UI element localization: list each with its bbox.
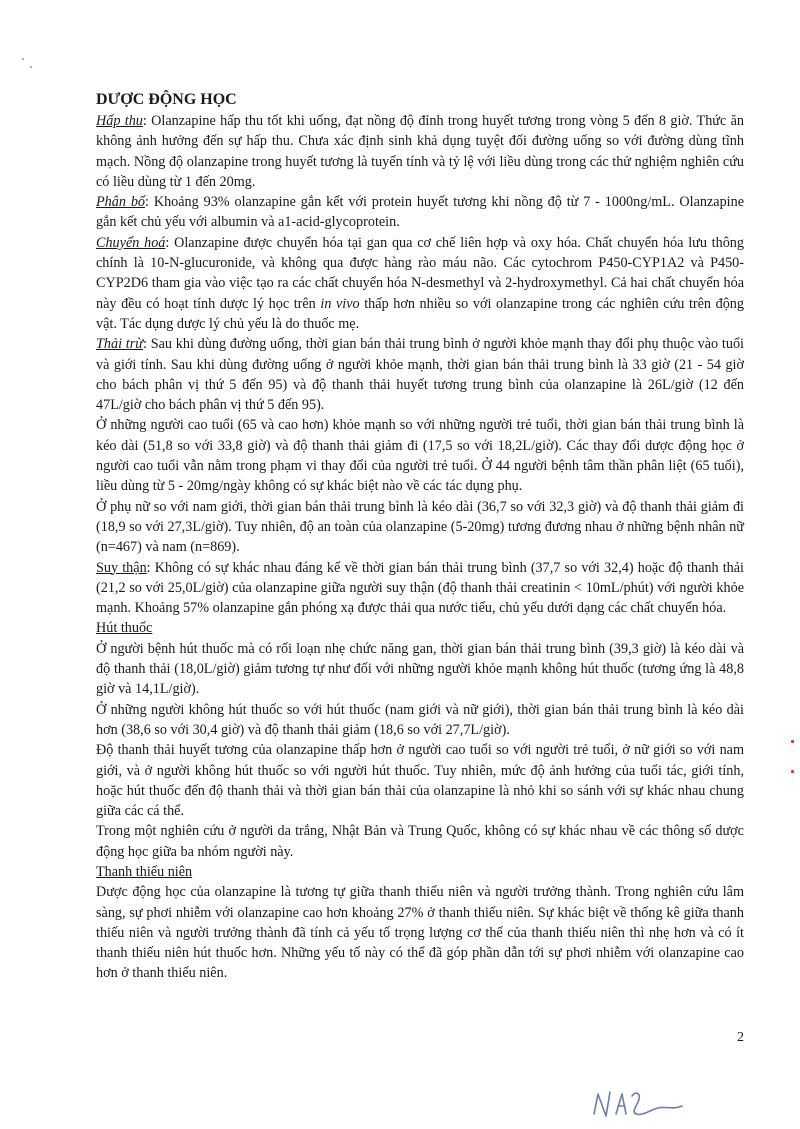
adolescents-paragraph-1: Dược động học của olanzapine là tương tự giữa thanh thiếu niên và người trưởng thành. Trong nghiên cứu lâm sàng, sự phơi nhiễm với olanzapine cao hơn khoảng 27% ở thanh thiếu niên. Sự khác biệt về thống kê giữa thanh thiếu niên và người trưởng thành đã tính cả yếu tố trọng lượng cơ thể của thanh thiếu niên thì nhẹ hơn và có ít thanh thiếu niên hút thuốc hơn. Những yếu tố này có thể đã góp phần dẫn tới sự phơi nhiễm với olanzapine cao hơn ở thanh thiếu niên.	[96, 884, 744, 982]
elimination-text: : Sau khi dùng đường uống, thời gian bán thải trung bình ở người khỏe mạnh thay đổi phụ thuộc vào tuổi và giới tính. Sau khi dùng đường uống ở người khỏe mạnh, thời gian bán thải trung bình là 33 giờ (21 - 54 giờ cho bách phân vị thứ 5 đến 95) và độ thanh thải huyết tương trung bình của olanzapine là 26L/giờ (12 đến 47L/giờ cho bách phân vị thứ 5 đến 95).	[96, 336, 744, 414]
gender-paragraph: Ở phụ nữ so với nam giới, thời gian bán thải trung bình là kéo dài (36,7 so với 32,3 giờ) và độ thanh thải giảm đi (18,9 so với 27,3L/giờ). Tuy nhiên, độ an toàn của olanzapine (5-20mg) tương đương nhau ở những bệnh nhân nữ (n=467) và nam (n=869).	[96, 498, 744, 556]
scan-speck	[22, 58, 24, 60]
renal-text: : Không có sự khác nhau đáng kể về thời gian bán thải trung bình (37,7 so với 32,4) hoặc độ thanh thải (21,2 so với 25,0L/giờ) của olanzapine giữa người suy thận (độ thanh thải creatinin < 10mL/phút) với người khỏe mạnh. Khoảng 57% olanzapine gắn phóng xạ được thải qua nước tiểu, chủ yếu dưới dạng các chất chuyển hóa.	[96, 559, 744, 617]
handwritten-signature	[588, 1084, 688, 1124]
absorption-text: : Olanzapine hấp thu tốt khi uống, đạt nồng độ đỉnh trong huyết tương trong vòng 5 đến 8 giờ. Thức ăn không ảnh hưởng đến sự hấp thu. Chưa xác định sinh khả dụng tuyệt đối đường uống so với đường dùng tĩnh mạch. Nồng độ olanzapine trong huyết tương là tuyến tính và tỷ lệ với liều dùng trong các thử nghiệm nghiên cứu có liều dùng từ 1 đến 20mg.	[96, 113, 744, 190]
absorption-paragraph	[96, 111, 744, 192]
smoking-heading: Hút thuốc	[96, 620, 153, 637]
absorption-label: Hấp thu	[96, 113, 143, 129]
renal-label: Suy thận	[96, 559, 147, 576]
metabolism-label: Chuyển hoá	[96, 234, 166, 251]
elderly-paragraph: Ở những người cao tuổi (65 và cao hơn) khỏe mạnh so với những người trẻ tuổi, thời gian bán thải trung bình là kéo dài (51,8 so với 33,8 giờ) và độ thanh thải giảm đi (17,5 so với 18,2L/giờ). Các thay đổi dược động học ở người cao tuổi vẫn nằm trong phạm vi thay đổi của người trẻ tuổi. Ở 44 người bệnh tâm thần phân liệt (65 tuổi), liều dùng từ 5 - 20mg/ngày không có sự khác biệt nào về các tác dụng phụ.	[96, 417, 744, 495]
metabolism-italic: in vivo	[320, 295, 360, 312]
smoking-paragraph-3: Độ thanh thải huyết tương của olanzapine thấp hơn ở người cao tuổi so với người trẻ tuổi, ở nữ giới so với nam giới, và ở người không hút thuốc so với người hút thuốc. Tuy nhiên, mức độ ảnh hưởng của tuổi tác, giới tính, hoặc hút thuốc đến độ thanh thải và thời gian bán thải của olanzapine là nhỏ khi so sánh với sự khác nhau chung giữa các cá thể.	[96, 742, 744, 820]
document-body	[96, 90, 744, 984]
page-title: DƯỢC ĐỘNG HỌC	[96, 91, 237, 108]
metabolism-paragraph	[96, 233, 744, 334]
elimination-label: Thải trừ	[96, 336, 143, 353]
metabolism-text-after: thấp hơn nhiều so với olanzapine trong các nghiên cứu trên động vật. Tác dụng dược lý chủ yếu là do thuốc mẹ.	[96, 295, 744, 332]
smoking-paragraph-4: Trong một nghiên cứu ở người da trắng, Nhật Bản và Trung Quốc, không có sự khác nhau về các thông số dược động học giữa ba nhóm người này.	[96, 823, 744, 860]
page-number: 2	[737, 1030, 744, 1045]
elimination-paragraph	[96, 334, 744, 415]
distribution-paragraph	[96, 192, 744, 233]
smoking-paragraph-1: Ở người bệnh hút thuốc mà có rối loạn nhẹ chức năng gan, thời gian bán thải trung bình (39,3 giờ) là kéo dài và độ thanh thải (18,0L/giờ) giảm tương tự như đối với những người khỏe mạnh không hút thuốc (tương ứng là 48,8 giờ và 14,1L/giờ).	[96, 640, 744, 698]
metabolism-text-before: : Olanzapine được chuyển hóa tại gan qua cơ chế liên hợp và oxy hóa. Chất chuyển hóa lưu thông chính là 10-N-glucuronide, và không qua được hàng rào máu não. Các cytochrom P450-CYP1A2 và P450-CYP2D6 tham gia vào việc tạo ra các chất chuyển hóa N-desmethyl và 2-hydroxymethyl. Cả hai chất chuyển hóa này đều có hoạt tính dược lý học trên	[96, 234, 744, 312]
distribution-text: : Khoảng 93% olanzapine gắn kết với protein huyết tương khi nồng độ từ 7 - 1000ng/mL. Olanzapine gắn kết chủ yếu với albumin và a1-acid-glycoprotein.	[96, 194, 744, 231]
adolescents-heading: Thanh thiếu niên	[96, 863, 193, 880]
distribution-label: Phân bố	[96, 194, 146, 211]
renal-paragraph	[96, 558, 744, 619]
scan-mark	[791, 770, 794, 773]
scan-speck	[30, 66, 32, 68]
scan-mark	[791, 740, 794, 743]
smoking-paragraph-2: Ở những người không hút thuốc so với hút thuốc (nam giới và nữ giới), thời gian bán thải trung bình là kéo dài hơn (38,6 so với 30,4 giờ) và độ thanh thải giảm (18,6 so với 27,7L/giờ).	[96, 701, 744, 738]
